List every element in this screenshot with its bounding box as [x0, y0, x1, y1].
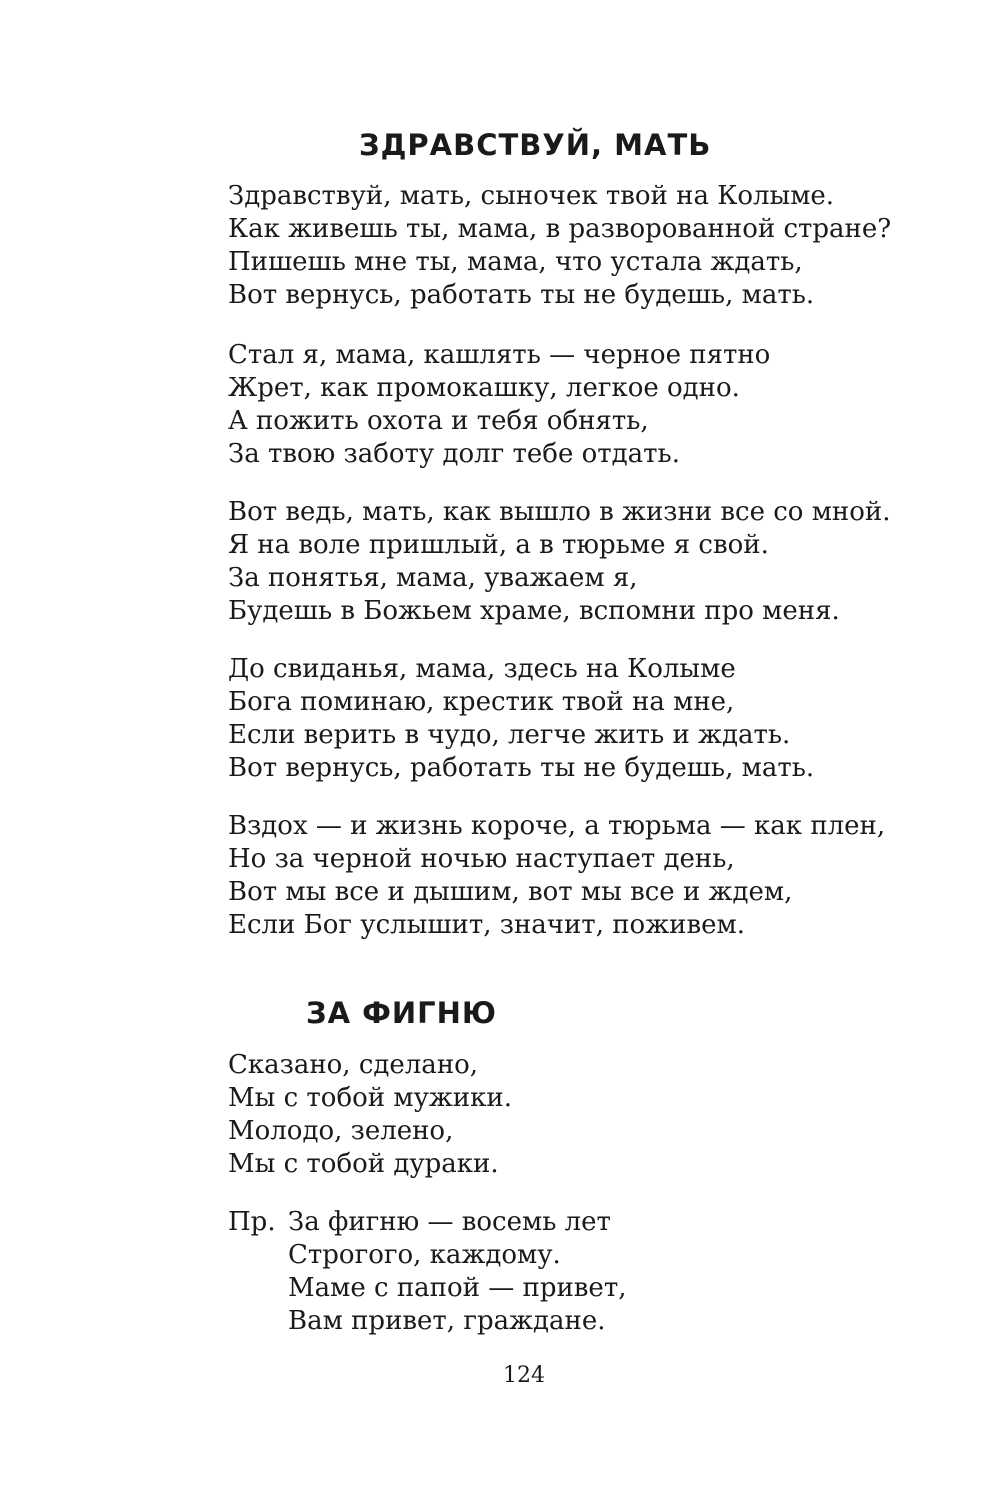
stanza	[228, 180, 948, 312]
verse-line: Вот вернусь, работать ты не будешь, мать.	[228, 753, 815, 783]
verse-line: За понятья, мама, уважаем я,	[228, 563, 638, 593]
verse-line: Молодо, зелено,	[228, 1116, 454, 1146]
verse-line: А пожить охота и тебя обнять,	[228, 406, 649, 436]
stanza	[228, 653, 948, 785]
verse-line: За фигню — восемь лет	[288, 1207, 611, 1237]
verse-line: Строгого, каждому.	[288, 1240, 561, 1270]
verse-line: Но за черной ночью наступает день,	[228, 844, 735, 874]
verse-line: Вздох — и жизнь короче, а тюрьма — как плен,	[228, 811, 886, 841]
page-number: 124	[503, 1363, 545, 1388]
poem-title: ЗА ФИГНЮ	[306, 996, 497, 1030]
verse-line: Вам привет, граждане.	[288, 1306, 606, 1336]
verse-line: До свиданья, мама, здесь на Колыме	[228, 654, 736, 684]
verse-line: Маме с папой — привет,	[288, 1273, 627, 1303]
verse-line: Пишешь мне ты, мама, что устала ждать,	[228, 247, 803, 277]
chorus-marker: Пр.	[228, 1207, 276, 1237]
verse-line: Бога поминаю, крестик твой на мне,	[228, 687, 735, 717]
stanza	[228, 1049, 948, 1181]
verse-line: Мы с тобой дураки.	[228, 1149, 499, 1179]
verse-line: Здравствуй, мать, сыночек твой на Колыме.	[228, 181, 835, 211]
poem-title: ЗДРАВСТВУЙ, МАТЬ	[359, 128, 712, 162]
verse-line: Если верить в чудо, легче жить и ждать.	[228, 720, 791, 750]
chorus	[228, 1206, 948, 1338]
verse-line: Если Бог услышит, значит, поживем.	[228, 910, 745, 940]
verse-line: Вот ведь, мать, как вышло в жизни все со мной.	[228, 497, 891, 527]
stanza	[228, 810, 948, 942]
stanza	[228, 339, 948, 471]
verse-line: Я на воле пришлый, а в тюрьме я свой.	[228, 530, 769, 560]
verse-line: Мы с тобой мужики.	[228, 1083, 512, 1113]
verse-line: Стал я, мама, кашлять — черное пятно	[228, 340, 771, 370]
verse-line: Сказано, сделано,	[228, 1050, 479, 1080]
stanza	[228, 496, 948, 628]
verse-line: Вот мы все и дышим, вот мы все и ждем,	[228, 877, 793, 907]
verse-line: Вот вернусь, работать ты не будешь, мать.	[228, 280, 815, 310]
verse-line: Будешь в Божьем храме, вспомни про меня.	[228, 596, 840, 626]
verse-line: Жрет, как промокашку, легкое одно.	[228, 373, 740, 403]
verse-line: Как живешь ты, мама, в разворованной стране?	[228, 214, 892, 244]
verse-line: За твою заботу долг тебе отдать.	[228, 439, 680, 469]
